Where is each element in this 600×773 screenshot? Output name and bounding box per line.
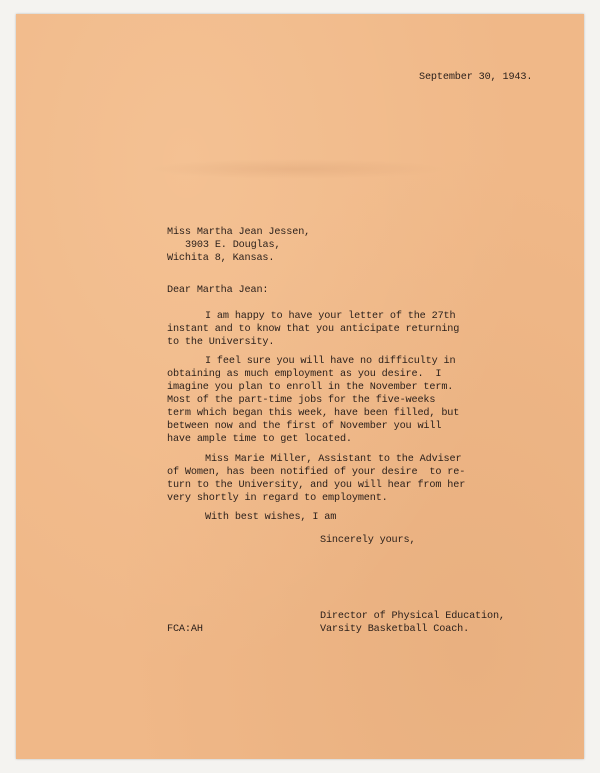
paragraph-1-line: I am happy to have your letter of the 27th (205, 311, 456, 322)
paragraph-1-line: to the University. (167, 337, 275, 348)
reference-initials: FCA:AH (167, 624, 203, 635)
complimentary-close: Sincerely yours, (320, 535, 416, 546)
recipient-name: Miss Martha Jean Jessen, (167, 227, 311, 238)
closing-line: With best wishes, I am (205, 512, 337, 523)
paragraph-1-line: instant and to know that you anticipate returning (167, 324, 460, 335)
paragraph-2-line: term which began this week, have been filled, but (167, 408, 460, 419)
paragraph-2-line: Most of the part-time jobs for the five-weeks (167, 395, 436, 406)
recipient-street: 3903 E. Douglas, (185, 240, 281, 251)
salutation: Dear Martha Jean: (167, 285, 269, 296)
paragraph-2-line: between now and the first of November you will (167, 421, 442, 432)
paragraph-3-line: very shortly in regard to employment. (167, 493, 388, 504)
letter-date: September 30, 1943. (419, 72, 533, 83)
signature-title-line: Varsity Basketball Coach. (320, 624, 470, 635)
paragraph-3-line: turn to the University, and you will hear from her (167, 480, 466, 491)
paragraph-2-line: have ample time to get located. (167, 434, 352, 445)
paper-stain (146, 159, 446, 179)
paragraph-2-line: obtaining as much employment as you desire. I (167, 369, 442, 380)
signature-title-line: Director of Physical Education, (320, 611, 505, 622)
paragraph-3-line: of Women, has been notified of your desire to re- (167, 467, 466, 478)
recipient-city: Wichita 8, Kansas. (167, 253, 275, 264)
paragraph-2-line: imagine you plan to enroll in the November term. (167, 382, 454, 393)
paragraph-2-line: I feel sure you will have no difficulty in (205, 356, 456, 367)
paragraph-3-line: Miss Marie Miller, Assistant to the Adviser (205, 454, 462, 465)
